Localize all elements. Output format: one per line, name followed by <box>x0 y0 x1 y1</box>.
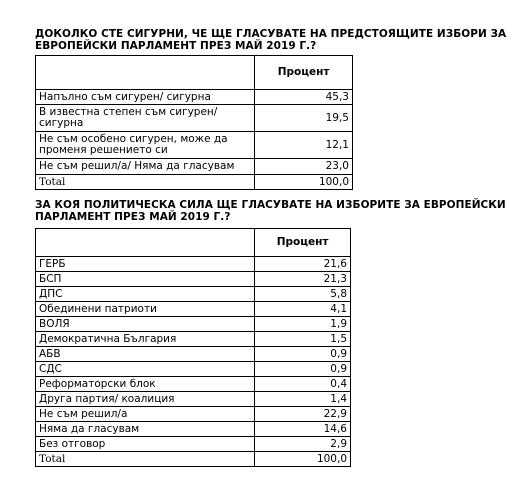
row-label: Няма да гласувам <box>36 422 255 437</box>
table-header-row <box>36 229 351 257</box>
row-label: Обединени патриоти <box>36 302 255 317</box>
row-label: ВОЛЯ <box>36 317 255 332</box>
party-vote-table <box>35 228 351 467</box>
row-label: Демократична България <box>36 332 255 347</box>
row-label: БСП <box>36 272 255 287</box>
survey-question-2-title <box>35 199 506 223</box>
row-label: Не съм решил/а <box>36 407 255 422</box>
row-label: ДПС <box>36 287 255 302</box>
row-label: Не съм решил/а/ Няма да гласувам <box>36 159 255 175</box>
header-empty-cell <box>36 56 255 90</box>
table-row <box>36 159 353 175</box>
table-total-row <box>36 175 353 190</box>
total-label: Total <box>36 175 255 190</box>
table-row <box>36 422 351 437</box>
row-label: Без отговор <box>36 437 255 452</box>
total-label: Total <box>36 452 255 467</box>
row-value: 2,9 <box>255 437 351 452</box>
row-value: 21,6 <box>255 257 351 272</box>
title-line: ПАРЛАМЕНТ ПРЕЗ МАЙ 2019 Г.? <box>35 211 231 223</box>
row-value: 4,1 <box>255 302 351 317</box>
row-label: В известна степен съм сигурен/ сигурна <box>36 105 255 132</box>
row-value: 22,9 <box>255 407 351 422</box>
row-value: 1,5 <box>255 332 351 347</box>
table-row <box>36 377 351 392</box>
table-row <box>36 287 351 302</box>
table-total-row <box>36 452 351 467</box>
row-value: 5,8 <box>255 287 351 302</box>
column-header-percent: Процент <box>255 56 353 90</box>
table-row <box>36 362 351 377</box>
row-label: АБВ <box>36 347 255 362</box>
table-row <box>36 132 353 159</box>
row-value: 21,3 <box>255 272 351 287</box>
total-value: 100,0 <box>255 452 351 467</box>
total-value: 100,0 <box>255 175 353 190</box>
title-line: ЕВРОПЕЙСКИ ПАРЛАМЕНТ ПРЕЗ МАЙ 2019 Г.? <box>35 40 317 52</box>
table-header-row <box>36 56 353 90</box>
table-row <box>36 332 351 347</box>
table-row <box>36 317 351 332</box>
table-row <box>36 437 351 452</box>
row-value: 14,6 <box>255 422 351 437</box>
table-row <box>36 257 351 272</box>
row-value: 1,9 <box>255 317 351 332</box>
row-value: 0,9 <box>255 347 351 362</box>
row-value: 0,9 <box>255 362 351 377</box>
row-label: Реформаторски блок <box>36 377 255 392</box>
table-row <box>36 392 351 407</box>
header-empty-cell <box>36 229 255 257</box>
row-value: 1,4 <box>255 392 351 407</box>
table-row <box>36 90 353 105</box>
row-value: 0,4 <box>255 377 351 392</box>
table-row <box>36 272 351 287</box>
row-label: Друга партия/ коалиция <box>36 392 255 407</box>
table-row <box>36 302 351 317</box>
survey-question-1-title <box>35 28 506 52</box>
row-label: Напълно съм сигурен/ сигурна <box>36 90 255 105</box>
table-row <box>36 105 353 132</box>
row-label: СДС <box>36 362 255 377</box>
certainty-table <box>35 55 353 190</box>
row-label: Не съм особено сигурен, може да променя решението си <box>36 132 255 159</box>
row-value: 12,1 <box>255 132 353 159</box>
title-line: ДОКОЛКО СТЕ СИГУРНИ, ЧЕ ЩЕ ГЛАСУВАТЕ НА ПРЕДСТОЯЩИТЕ ИЗБОРИ ЗА <box>35 28 507 40</box>
column-header-percent: Процент <box>255 229 351 257</box>
row-value: 19,5 <box>255 105 353 132</box>
title-line: ЗА КОЯ ПОЛИТИЧЕСКА СИЛА ЩЕ ГЛАСУВАТЕ НА ИЗБОРИТЕ ЗА ЕВРОПЕЙСКИ <box>35 199 506 211</box>
table-row <box>36 407 351 422</box>
row-value: 45,3 <box>255 90 353 105</box>
row-label: ГЕРБ <box>36 257 255 272</box>
table-row <box>36 347 351 362</box>
row-value: 23,0 <box>255 159 353 175</box>
